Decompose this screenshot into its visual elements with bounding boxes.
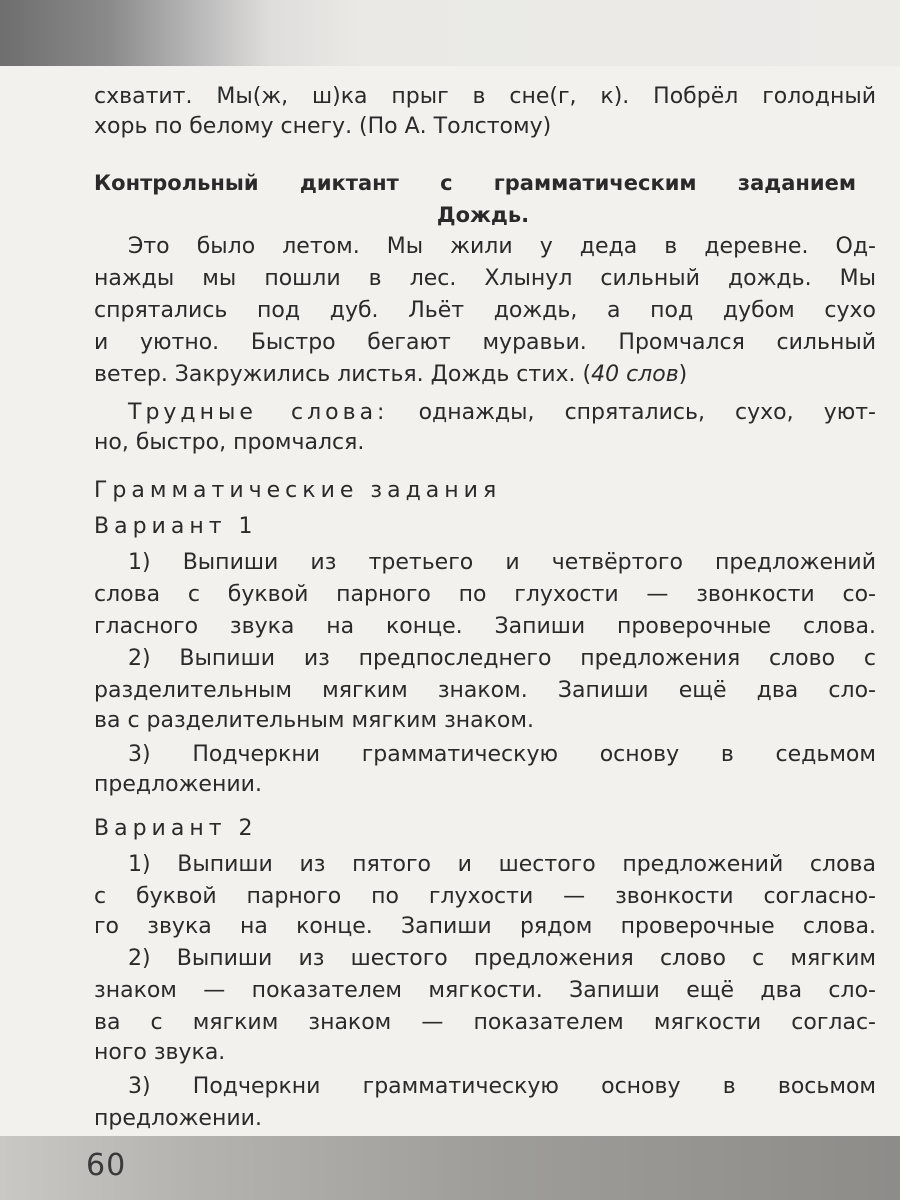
dictation-last-line — [94, 360, 876, 390]
word-count: 40 слов — [591, 362, 679, 387]
page-number: 60 — [86, 1148, 127, 1183]
variant2-task2-line: ного звука. — [94, 1040, 226, 1065]
difficult-words-list: однажды, спрятались, сухо, уют- — [418, 400, 876, 425]
variant1-task1-line: гласного звука на конце. Запиши проверочные слова. — [94, 614, 876, 639]
bottom-page-edge — [0, 1136, 900, 1200]
variant2-task3-line: 3) Подчеркни грамматическую основу в восьмом — [128, 1074, 876, 1099]
variant2-task2-line: ва с мягким знаком — показателем мягкости соглас- — [94, 1010, 876, 1035]
dictation-heading: Контрольный диктант с грамматическим заданием — [94, 171, 856, 195]
difficult-words-line — [128, 398, 876, 428]
variant1-task1-line: слова с буквой парного по глухости — звонкости со- — [94, 582, 876, 607]
variant2-label: Вариант 2 — [94, 816, 258, 841]
variant2-task2-line: 2) Выпиши из шестого предложения слово с мягким — [128, 946, 876, 971]
dictation-line: нажды мы пошли в лес. Хлынул сильный дождь. Мы — [94, 266, 876, 291]
dictation-line-text: ветер. Закружились листья. Дождь стих. ( — [94, 362, 592, 387]
dictation-line: Это было летом. Мы жили у деда в деревне. Од- — [128, 234, 876, 259]
paren-close: ) — [678, 362, 688, 387]
intro-line: схватит. Мы(ж, ш)ка прыг в сне(г, к). Побрёл голодный — [94, 84, 876, 109]
variant1-task3-line: предложении. — [94, 772, 262, 797]
variant1-label: Вариант 1 — [94, 514, 258, 539]
top-page-edge — [0, 0, 900, 66]
grammar-section-title: Грамматические задания — [94, 478, 502, 503]
variant1-task2-line: разделительным мягким знаком. Запиши ещё два сло- — [94, 678, 876, 703]
intro-line: хорь по белому снегу. (По А. Толстому) — [94, 114, 552, 139]
variant2-task1-line: с буквой парного по глухости — звонкости согласно- — [94, 884, 876, 909]
variant2-task3-line: предложении. — [94, 1106, 262, 1131]
difficult-words-label: Трудные слова: — [128, 400, 389, 425]
variant2-task1-line: го звука на конце. Запиши рядом проверочные слова. — [94, 914, 876, 939]
variant2-task1-line: 1) Выпиши из пятого и шестого предложений слова — [128, 852, 876, 877]
variant1-task1-line: 1) Выпиши из третьего и четвёртого предложений — [128, 550, 876, 575]
variant1-task2-line: ва с разделительным мягким знаком. — [94, 708, 534, 733]
dictation-title: Дождь. — [436, 203, 530, 227]
variant1-task3-line: 3) Подчеркни грамматическую основу в седьмом — [128, 742, 876, 767]
dictation-line: и уютно. Быстро бегают муравьи. Промчался сильный — [94, 330, 876, 355]
dictation-line: спрятались под дуб. Льёт дождь, а под дубом сухо — [94, 298, 876, 323]
variant2-task2-line: знаком — показателем мягкости. Запиши ещё два сло- — [94, 978, 876, 1003]
variant1-task2-line: 2) Выпиши из предпоследнего предложения слово с — [128, 646, 876, 671]
difficult-words-line: но, быстро, промчался. — [94, 430, 365, 455]
